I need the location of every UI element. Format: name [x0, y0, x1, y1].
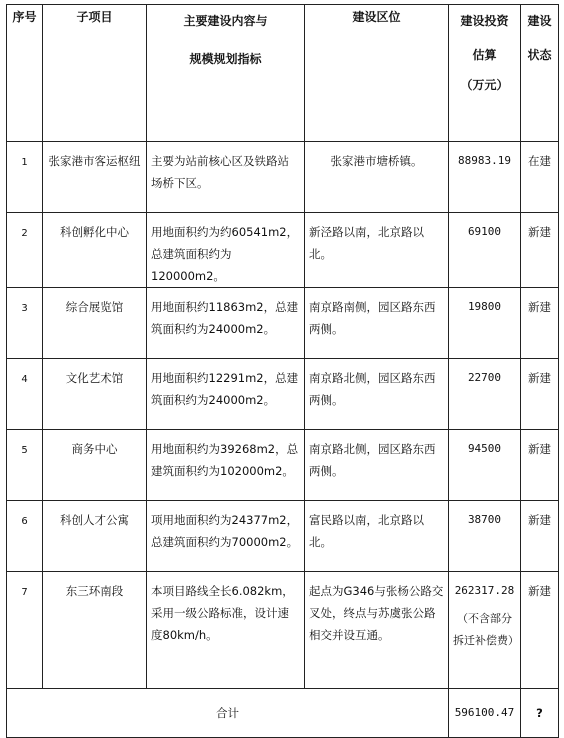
table-row — [7, 572, 559, 689]
row-project: 商务中心 — [43, 430, 147, 501]
row-invest: 22700 — [449, 359, 521, 430]
invest-note: （不含部分拆迁补偿费） — [453, 612, 519, 647]
row-no: 6 — [7, 501, 43, 572]
row-status: 新建 — [521, 572, 559, 689]
header-no: 序号 — [7, 5, 43, 142]
row-no: 2 — [7, 213, 43, 288]
row-status: 新建 — [521, 430, 559, 501]
row-invest: 69100 — [449, 213, 521, 288]
row-invest: 94500 — [449, 430, 521, 501]
row-status: 新建 — [521, 213, 559, 288]
row-content: 用地面积约为约60541m2，总建筑面积约为120000m2。 — [147, 213, 305, 288]
table-row — [7, 213, 559, 288]
row-location: 起点为G346与张杨公路交叉处，终点与苏虞张公路相交并设互通。 — [305, 572, 449, 689]
total-row — [7, 689, 559, 738]
row-content: 本项目路线全长6.082km，采用一级公路标准，设计速度80km/h。 — [147, 572, 305, 689]
row-content: 项用地面积约为24377m2，总建筑面积约为70000m2。 — [147, 501, 305, 572]
row-no: 1 — [7, 142, 43, 213]
row-location: 富民路以南，北京路以北。 — [305, 501, 449, 572]
row-project: 科创人才公寓 — [43, 501, 147, 572]
row-location: 南京路南侧，园区路东西两侧。 — [305, 288, 449, 359]
row-status: 新建 — [521, 288, 559, 359]
row-project: 张家港市客运枢纽 — [43, 142, 147, 213]
header-status: 建设 状态 — [521, 5, 559, 142]
table-row — [7, 142, 559, 213]
header-location: 建设区位 — [305, 5, 449, 142]
row-content: 用地面积约为39268m2，总建筑面积约为102000m2。 — [147, 430, 305, 501]
row-location: 新泾路以南，北京路以北。 — [305, 213, 449, 288]
row-invest: 88983.19 — [449, 142, 521, 213]
investment-table — [6, 4, 559, 738]
row-project: 综合展览馆 — [43, 288, 147, 359]
header-invest: 建设投资 估算 （万元） — [449, 5, 521, 142]
row-no: 3 — [7, 288, 43, 359]
total-label: 合计 — [7, 689, 449, 738]
row-status: 新建 — [521, 501, 559, 572]
row-no: 7 — [7, 572, 43, 689]
row-content: 用地面积约11863m2，总建筑面积约为24000m2。 — [147, 288, 305, 359]
row-status: 新建 — [521, 359, 559, 430]
table-row — [7, 501, 559, 572]
row-project: 科创孵化中心 — [43, 213, 147, 288]
header-project: 子项目 — [43, 5, 147, 142]
row-project: 文化艺术馆 — [43, 359, 147, 430]
row-content: 用地面积约12291m2，总建筑面积约为24000m2。 — [147, 359, 305, 430]
row-status: 在建 — [521, 142, 559, 213]
row-invest: 38700 — [449, 501, 521, 572]
total-invest: 596100.47 — [449, 689, 521, 738]
total-status: ? — [521, 689, 559, 738]
table-row — [7, 288, 559, 359]
row-content: 主要为站前核心区及铁路站场桥下区。 — [147, 142, 305, 213]
header-content: 主要建设内容与 规模规划指标 — [147, 5, 305, 142]
table-row — [7, 430, 559, 501]
row-location: 南京路北侧，园区路东西两侧。 — [305, 430, 449, 501]
row-no: 5 — [7, 430, 43, 501]
table-row — [7, 359, 559, 430]
row-no: 4 — [7, 359, 43, 430]
row-invest: 262317.28 （不含部分拆迁补偿费） — [449, 572, 521, 689]
row-location: 南京路北侧，园区路东西两侧。 — [305, 359, 449, 430]
row-location: 张家港市塘桥镇。 — [305, 142, 449, 213]
header-row — [7, 5, 559, 142]
row-invest: 19800 — [449, 288, 521, 359]
row-project: 东三环南段 — [43, 572, 147, 689]
